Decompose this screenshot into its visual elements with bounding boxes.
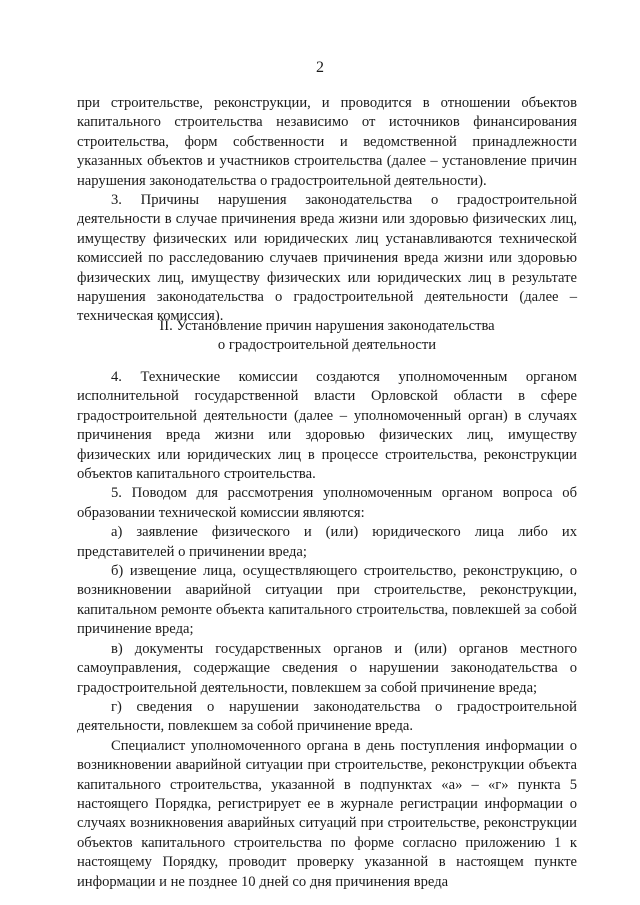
section-heading: [77, 317, 577, 356]
paragraph-5: 5. Поводом для рассмотрения уполномоченным органом вопроса об образовании технической комиссии являются:: [77, 485, 577, 521]
paragraph-4: 4. Технические комиссии создаются уполномоченным органом исполнительной государственной власти Орловской области в сфере градостроительной деятельности (далее – уполномоченный орган) в случаях причинения вреда жизни или здоровью физических лиц, имуществу физических или юридических лиц в процессе строительства, реконструкции объектов капитального строительства.: [77, 369, 577, 483]
paragraph-specialist: Специалист уполномоченного органа в день поступления информации о возникновении аварийной ситуации при строительстве, реконструкции объекта капитального строительства, указанной в подпунктах «а» – «г» пункта 5 настоящего Порядка, регистрирует ее в журнале регистрации информации о случаях возникновения аварийных ситуаций при строительстве, реконструкции объектов капитального строительства по форме согласно приложению 1 к настоящему Порядку, проводит проверку указанной в настоящем пункте информации и не позднее 10 дней со дня причинения вреда: [77, 737, 577, 890]
list-item-g: г) сведения о нарушении законодательства о градостроительной деятельности, повлекшем за собой причинение вреда.: [77, 698, 577, 735]
page-number: 2: [316, 59, 324, 76]
section-two-text: [77, 368, 577, 892]
section-heading-line-2: о градостроительной деятельности: [217, 337, 437, 354]
list-item-v: в) документы государственных органов и (или) органов местного самоуправления, содержащие сведения о нарушении законодательства о градостроительной деятельности, повлекшем за собой причинение вреда;: [77, 640, 577, 696]
list-item-b: б) извещение лица, осуществляющего строительство, реконструкцию, о возникновении аварийной ситуации при строительстве, реконструкции, капитальном ремонте объекта капитального строительства, повлекшей за собой причинение вреда;: [77, 563, 577, 638]
section-one-text: [77, 94, 577, 327]
section-heading-line-1: II. Установление причин нарушения законодательства: [159, 318, 495, 334]
list-item-a: а) заявление физического и (или) юридического лица либо их представителей о причинении вреда;: [77, 524, 577, 560]
intro-paragraph: при строительстве, реконструкции, и проводится в отношении объектов капитального строительства независимо от источников финансирования строительства, форм собственности и ведомственной принадлежности указанных объектов и участников строительства (далее – установление причин нарушения законодательства о градостроительной деятельности).: [77, 95, 577, 189]
paragraph-3: 3. Причины нарушения законодательства о градостроительной деятельности в случае причинения вреда жизни или здоровью физических лиц, имуществу физических или юридических лиц устанавливаются технической комиссией по расследованию случаев причинения вреда жизни или здоровью физических лиц, имуществу физических или юридических лиц в результате нарушения законодательства о градостроительной деятельности (далее – техническая комиссия).: [77, 192, 577, 325]
